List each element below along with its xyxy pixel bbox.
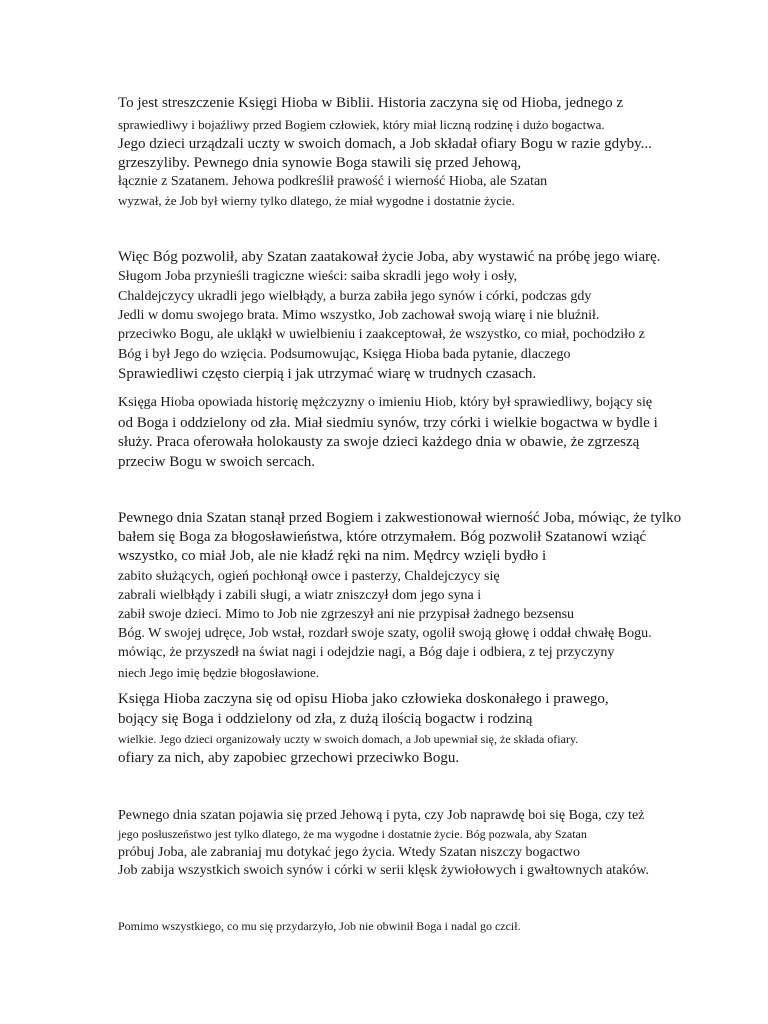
text-line: od Boga i oddzielony od zła. Miał siedmiu synów, trzy córki i wielkie bogactwa w bydle i	[118, 415, 658, 431]
text-line: wszystko, co miał Job, ale nie kładź ręki na nim. Mędrcy wzięli bydło i	[118, 548, 547, 564]
text-line: Jego dzieci urządzali uczty w swoich domach, a Job składał ofiary Bogu w razie gdyby...	[118, 136, 652, 152]
text-line: Sprawiedliwi często cierpią i jak utrzymać wiarę w trudnych czasach.	[118, 366, 537, 382]
text-line: zabrali wielbłądy i zabili sługi, a wiatr zniszczył dom jego syna i	[118, 588, 482, 603]
text-line: Księga Hioba opowiada historię mężczyzny o imieniu Hiob, który był sprawiedliwy, bojący się	[118, 395, 653, 410]
text-line: wyzwał, że Job był wierny tylko dlatego, że miał wygodne i dostatnie życie.	[118, 193, 515, 208]
text-line: Pomimo wszystkiego, co mu się przydarzyło, Job nie obwinił Boga i nadal go czcił.	[118, 919, 521, 933]
text-line: bojący się Boga i oddzielony od zła, z dużą ilością bogactw i rodziną	[118, 711, 533, 727]
text-line: Księga Hioba zaczyna się od opisu Hioba jako człowieka doskonałego i prawego,	[118, 691, 609, 707]
text-line: zabito służących, ogień pochłonął owce i pasterzy, Chaldejczycy się	[118, 569, 500, 584]
text-line: niech Jego imię będzie błogosławione.	[118, 665, 320, 680]
text-line: przeciw Bogu w swoich sercach.	[118, 454, 316, 470]
text-line: Chaldejczycy ukradli jego wielbłądy, a burza zabiła jego synów i córki, podczas gdy	[118, 289, 592, 304]
text-line: Bóg i był Jego do wzięcia. Podsumowując, Księga Hioba bada pytanie, dlaczego	[118, 347, 571, 362]
text-line: Pewnego dnia Szatan stanął przed Bogiem i zakwestionował wierność Joba, mówiąc, że tylko	[118, 510, 682, 526]
text-line: jego posłuszeństwo jest tylko dlatego, że ma wygodne i dostatnie życie. Bóg pozwala, aby Szatan	[118, 827, 587, 841]
text-line: sprawiedliwy i bojaźliwy przed Bogiem człowiek, który miał liczną rodzinę i dużo bogactwa.	[118, 117, 605, 132]
text-line: przeciwko Bogu, ale ukląkł w uwielbieniu i zaakceptował, że wszystko, co miał, pochodziło z	[118, 327, 645, 342]
text-line: bałem się Boga za błogosławieństwa, które otrzymałem. Bóg pozwolił Szatanowi wziąć	[118, 529, 647, 545]
text-line: Bóg. W swojej udręce, Job wstał, rozdarł swoje szaty, ogolił swoją głowę i oddał chwałę Bogu.	[118, 626, 652, 641]
text-line: próbuj Joba, ale zabraniaj mu dotykać jego życia. Wtedy Szatan niszczy bogactwo	[118, 845, 580, 860]
text-line: Pewnego dnia szatan pojawia się przed Jehową i pyta, czy Job naprawdę boi się Boga, czy też	[118, 808, 645, 823]
text-line: Więc Bóg pozwolił, aby Szatan zaatakował życie Joba, aby wystawić na próbę jego wiarę.	[118, 249, 661, 265]
text-line: Jedli w domu swojego brata. Mimo wszystko, Job zachował swoją wiarę i nie bluźnił.	[118, 308, 600, 323]
text-line: łącznie z Szatanem. Jehowa podkreślił prawość i wierność Hioba, ale Szatan	[118, 174, 548, 189]
text-line: grzeszyliby. Pewnego dnia synowie Boga stawili się przed Jehową,	[118, 155, 522, 171]
text-line: wielkie. Jego dzieci organizowały uczty w swoich domach, a Job upewniał się, że składa ofiary.	[118, 732, 579, 746]
text-line: Job zabija wszystkich swoich synów i córki w serii klęsk żywiołowych i gwałtownych ataków.	[118, 863, 649, 878]
text-line: służy. Praca oferowała holokausty za swoje dzieci każdego dnia w obawie, że zgrzeszą	[118, 434, 640, 450]
text-line: zabił swoje dzieci. Mimo to Job nie zgrzeszył ani nie przypisał żadnego bezsensu	[118, 607, 575, 622]
text-line: mówiąc, że przyszedł na świat nagi i odejdzie nagi, a Bóg daje i odbiera, z tej przyczyny	[118, 645, 615, 660]
text-line: To jest streszczenie Księgi Hioba w Biblii. Historia zaczyna się od Hioba, jednego z	[118, 95, 624, 111]
text-line: ofiary za nich, aby zapobiec grzechowi przeciwko Bogu.	[118, 750, 460, 766]
text-line: Sługom Joba przynieśli tragiczne wieści: saiba skradli jego woły i osły,	[118, 269, 518, 284]
